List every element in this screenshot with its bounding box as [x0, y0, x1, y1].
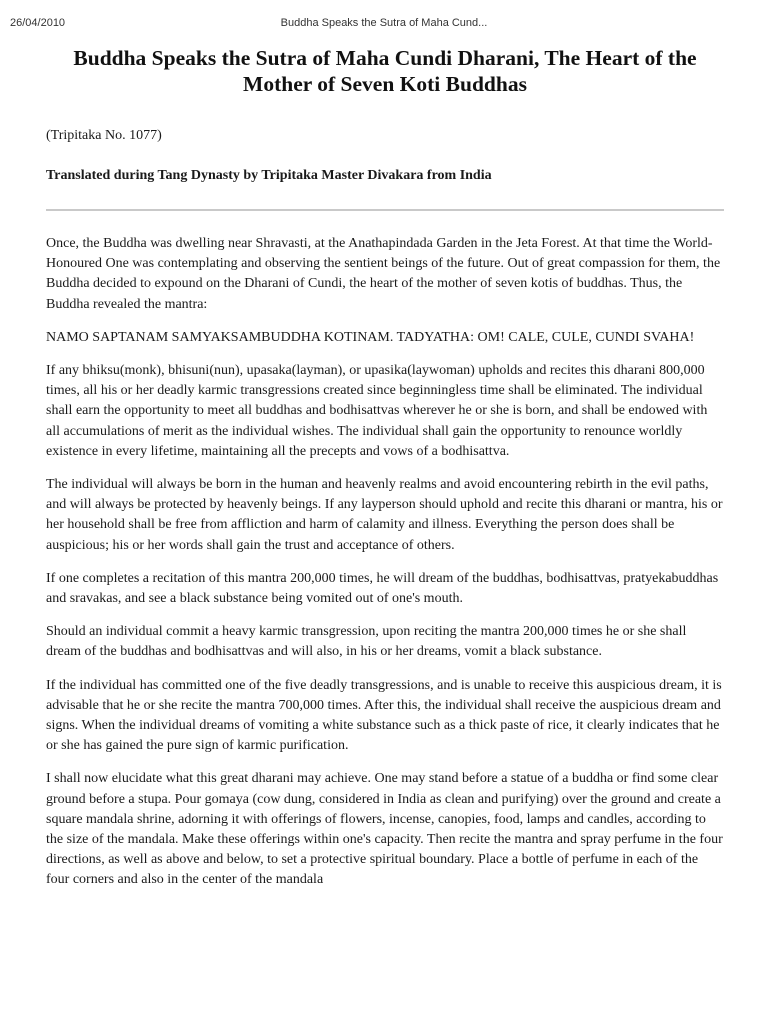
paragraph: If the individual has committed one of the five deadly transgressions, and is unable to receive this auspicious dream, it is advisable that he or she recite the mantra 700,000 times. After this, the individual shall receive the auspicious dream and signs. When the individual dreams of vomiting a white substance such as a thick paste of rice, it clearly indicates that he or she has gained the pure sign of karmic purification.	[46, 677, 722, 754]
catalog-number: (Tripitaka No. 1077)	[46, 128, 162, 143]
print-header	[10, 17, 758, 33]
document-title: Buddha Speaks the Sutra of Maha Cundi Dharani, The Heart of the Mother of Seven Koti Buddhas	[73, 46, 697, 96]
divider	[46, 209, 724, 211]
print-page-title: Buddha Speaks the Sutra of Maha Cund...	[280, 17, 488, 29]
mantra-paragraph: NAMO SAPTANAM SAMYAKSAMBUDDHA KOTINAM. TADYATHA: OM! CALE, CULE, CUNDI SVAHA!	[46, 329, 695, 345]
print-date: 26/04/2010	[10, 17, 66, 29]
paragraph: If one completes a recitation of this mantra 200,000 times, he will dream of the buddhas, bodhisattvas, pratyekabuddhas and sravakas, and see a black substance being vomited out of one's mouth.	[46, 570, 719, 607]
translator-credit: Translated during Tang Dynasty by Tripitaka Master Divakara from India	[46, 168, 492, 183]
paragraph: If any bhiksu(monk), bhisuni(nun), upasaka(layman), or upasika(laywoman) upholds and recites this dharani 800,000 times, all his or her deadly karmic transgressions created since beginningless time shall be eliminated. The individual shall earn the opportunity to meet all buddhas and bodhisattvas wherever he or she is born, and shall be endowed with all accumulations of merit as the individual wishes. The individual shall gain the opportunity to renounce worldly existence in every lifetime, maintaining all the precepts and vows of a bodhisattva.	[46, 363, 708, 459]
paragraph: The individual will always be born in the human and heavenly realms and avoid encountering rebirth in the evil paths, and will always be protected by heavenly beings. If any layperson should uphold and recite this dharani or mantra, his or her household shall be free from affliction and harm of calamity and illness. Everything the person does shall be auspicious; his or her words shall gain the trust and acceptance of others.	[46, 477, 723, 553]
paragraph: Once, the Buddha was dwelling near Shravasti, at the Anathapindada Garden in the Jeta Forest. At that time the World-Honoured One was contemplating and observing the sentient beings of the future. Out of great compassion for them, the Buddha decided to expound on the Dharani of Cundi, the heart of the mother of seven kotis of buddhas. Thus, the Buddha revealed the mantra:	[46, 236, 721, 312]
paragraph: I shall now elucidate what this great dharani may achieve. One may stand before a statue of a buddha or find some clear ground before a stupa. Pour gomaya (cow dung, considered in India as clean and purifying) over the ground and create a square mandala shrine, adorning it with offerings of flowers, incense, canopies, food, lamps and candles, according to the size of the mandala. Make these offerings within one's capacity. Then recite the mantra and spray perfume in the four directions, as well as above and below, to set a protective spiritual boundary. Place a bottle of perfume in each of the four corners and also in the center of the mandala	[46, 771, 723, 888]
document-body	[46, 45, 724, 904]
paragraph: Should an individual commit a heavy karmic transgression, upon reciting the mantra 200,000 times he or she shall dream of the buddhas and bodhisattvas and will also, in his or her dreams, vomit a black substance.	[46, 624, 687, 660]
